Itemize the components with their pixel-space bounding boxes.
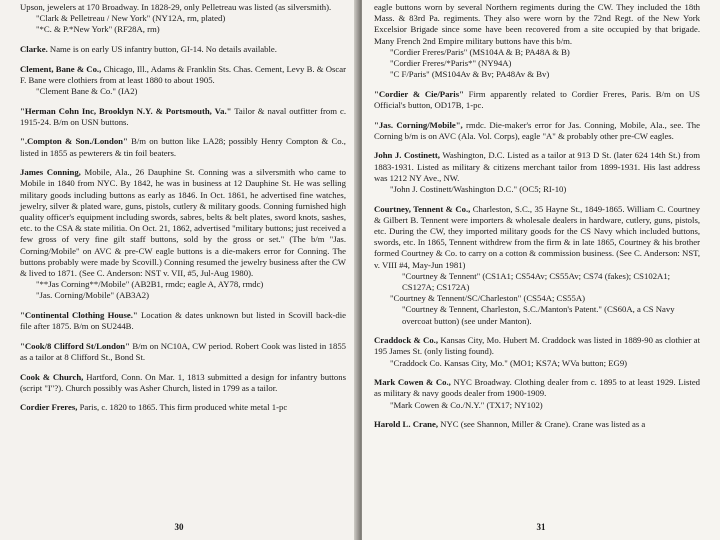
entry-text bbox=[20, 2, 346, 13]
entry-text bbox=[20, 372, 346, 394]
left-page bbox=[0, 0, 358, 540]
directory-entry bbox=[20, 64, 346, 98]
entry-text bbox=[20, 64, 346, 86]
entry-body: eagle buttons worn by several Northern regiments during the CW. They included the 18th Mass. & 83rd Pa. regiments. They also were worn by the 72nd Regt. of the New York Excelsior Brigade since some have been recovered from a site occupied by that brigade. Many French 2nd Empire military buttons have this b/m. bbox=[374, 2, 700, 46]
backmark-listing: "John J. Costinett/Washington D.C." (OC5; RI-10) bbox=[390, 184, 567, 195]
entry-heading: Harold L. Crane, bbox=[374, 419, 439, 430]
backmark-listing: "*C. & P.*New York" (RF28A, rm) bbox=[36, 24, 160, 35]
entry-heading: John J. Costinett, bbox=[374, 150, 440, 161]
entry-heading: Clement, Bane & Co., bbox=[20, 63, 102, 74]
entry-text bbox=[374, 120, 700, 142]
backmark-listing: "Courtney & Tennent, Charleston, S.C./Manton's Patent." (CS60A, a CS Navy overcoat button) (see under Manton). bbox=[402, 304, 675, 326]
directory-entry bbox=[20, 2, 346, 36]
entry-heading: "Herman Cohn Inc, Brooklyn N.Y. & Portsmouth, Va." bbox=[20, 105, 232, 116]
entry-text bbox=[20, 106, 346, 128]
directory-entry bbox=[374, 150, 700, 195]
backmark-listing: "Clark & Pelletreau / New York" (NY12A, rm, plated) bbox=[36, 13, 226, 24]
entry-text bbox=[374, 204, 700, 271]
entry-text bbox=[20, 402, 346, 413]
directory-entry bbox=[20, 402, 346, 413]
entry-body: NYC (see Shannon, Miller & Crane). Crane was listed as a bbox=[440, 419, 646, 430]
entry-text bbox=[374, 2, 700, 47]
entry-body: NYC Broadway. Clothing dealer from c. 1895 to at least 1929. Listed as military & navy goods dealer from 1900-1909. bbox=[374, 377, 701, 399]
right-page bbox=[362, 0, 720, 540]
backmark-listing: "C F/Paris" (MS104Av & Bv; PA48Av & Bv) bbox=[390, 69, 550, 80]
entry-text bbox=[20, 44, 346, 55]
directory-entry bbox=[20, 167, 346, 301]
backmark-listing: "Courtney & Tennent" (CS1A1; CS54Av; CS55Av; CS74 (fakes); CS102A1; CS127A; CS172A) bbox=[402, 270, 671, 293]
entry-body: Mobile, Ala., 26 Dauphine St. Conning was a silversmith who came to Mobile in 1840 from NYC. By 1842, he was in business at 12 Dauphine St. He was selling military goods including buttons as early as 1846. In Oct. 1861, he advertised fine watches, jewelry, silver & plated ware, guns, pistols, cutlery & military goods. Conning furnished high quality officer's equipment including swords, sabres, belts & belt plates, sword knots, sashes, etc. to the CSA & state militia. On Oct. 21, 1862, advertised "military buttons; just received a few gross of very fine gilt staff buttons, sold by the gross or set." (The b/m "Jas. Corning/Mobile" on AVC & pre-CW eagle buttons is a die-makers error for Conning. The buttons probably were made by Scovill.) Conning resumed the jewelry business after the CW & lived to 1871. (See C. Anderson: NST v. VII, #5, Jul-Aug 1980). bbox=[20, 167, 346, 279]
entry-text bbox=[374, 89, 700, 111]
entry-heading: Cordier Freres, bbox=[20, 402, 78, 413]
entry-body: Charleston, S.C., 35 Hayne St., 1849-1865. William C. Courtney & Gilbert B. Tennent were importers & wholesale dealers in hardware, cutlery, guns, pistols, etc. During the CW, they imported military goods for the CS Navy which included buttons, swords, etc. In 1865, Tennent withdrew from the firm & in late 1865, Courtney & his brother formed Courtney & Co. to carry on a cotton & commission business. (See C. Anderson: NST, v. VIII #4, May-Jun 1981) bbox=[374, 203, 700, 270]
entry-heading: James Conning, bbox=[20, 167, 81, 178]
backmark-listing: "Jas. Corning/Mobile" (AB3A2) bbox=[36, 290, 150, 301]
entry-body: Upson, jewelers at 170 Broadway. In 1828-29, only Pelletreau was listed (as silversmith). bbox=[20, 2, 332, 12]
entry-body: Name is on early US infantry button, GI-14. No details available. bbox=[49, 44, 277, 54]
directory-entry bbox=[20, 44, 346, 55]
entry-body: Location & dates unknown but listed in Scovill back-die file after 1875. B/m on SU244B. bbox=[20, 310, 346, 332]
directory-entry bbox=[374, 377, 700, 411]
directory-entry bbox=[374, 89, 700, 111]
entry-body: Firm apparently related to Cordier Freres, Paris. B/m on US Official's button, OD17B, 1-pc. bbox=[374, 88, 700, 111]
entry-text bbox=[374, 377, 700, 399]
entry-heading: "Cordier & Cie/Paris" bbox=[374, 88, 464, 99]
entry-text bbox=[20, 310, 346, 332]
entry-body: Paris, c. 1820 to 1865. This firm produced white metal 1-pc bbox=[79, 402, 288, 413]
entry-text bbox=[20, 341, 346, 363]
directory-entry bbox=[20, 372, 346, 394]
entry-heading: "Jas. Corning/Mobile", bbox=[374, 119, 463, 130]
entry-text bbox=[374, 150, 700, 184]
backmark-listing: "Cordier Freres/Paris" (MS104A & B; PA48A & B) bbox=[390, 46, 570, 57]
left-entries bbox=[20, 2, 346, 414]
directory-entry bbox=[374, 419, 700, 430]
directory-entry bbox=[374, 120, 700, 142]
entry-text bbox=[374, 335, 700, 357]
entry-body: Hartford, Conn. On Mar. 1, 1813 submitted a design for infantry buttons (script "I"?). Church possibly was Asher Church, listed in 1799 as a tailor. bbox=[20, 371, 346, 393]
backmark-listing: "Craddock Co. Kansas City, Mo." (MO1; KS7A; WVa button; EG9) bbox=[390, 357, 628, 368]
entry-body: B/m on button like LA28; possibly Henry Compton & Co., listed in 1855 as pewterers & tin foil beaters. bbox=[20, 136, 346, 158]
directory-entry bbox=[374, 204, 700, 327]
directory-entry bbox=[374, 335, 700, 369]
page-number: 31 bbox=[536, 522, 546, 532]
entry-heading: Clarke. bbox=[20, 44, 48, 54]
directory-entry bbox=[20, 310, 346, 332]
entry-heading: "Continental Clothing House." bbox=[20, 310, 138, 321]
entry-text bbox=[20, 136, 346, 158]
entry-body: Chicago, Ill., Adams & Franklin Sts. Chas. Cement, Levy B. & Oscar F. Bane were clothiers from at least 1880 to about 1905. bbox=[20, 63, 347, 85]
entry-text bbox=[374, 419, 700, 430]
entry-body: B/m on NC10A, CW period. Robert Cook was listed in 1855 as a tailor at 8 Clifford St., Bond St. bbox=[20, 340, 347, 363]
entry-heading: Craddock & Co., bbox=[374, 335, 439, 346]
entry-text bbox=[20, 167, 346, 279]
directory-entry bbox=[374, 2, 700, 80]
entry-body: Kansas City, Mo. Hubert M. Craddock was listed in 1889-90 as clothier at 195 James St. (only listing found). bbox=[374, 335, 700, 357]
backmark-listing: "Mark Cowen & Co./N.Y." (TX17; NY102) bbox=[390, 399, 543, 410]
backmark-listing: "**Jas Corning**/Mobile" (AB2B1, rmdc; eagle A, AY78, rmdc) bbox=[36, 279, 264, 290]
entry-heading: "Cook/8 Clifford St/London" bbox=[20, 340, 130, 351]
entry-heading: Cook & Church, bbox=[20, 371, 84, 382]
entry-heading: Courtney, Tennent & Co., bbox=[374, 203, 471, 214]
page-number: 30 bbox=[174, 522, 184, 532]
entry-body: Washington, D.C. Listed as a tailor at 913 D St. (later 624 14th St.) from 1883-1931. Listed as military & citizens merchant tailor from 1899-1931. His last address was 1212 NY Ave., NW. bbox=[374, 150, 700, 183]
backmark-listing: "Courtney & Tennent/SC/Charleston" (CS54A; CS55A) bbox=[390, 293, 586, 304]
backmark-listing: "Clement Bane & Co." (IA2) bbox=[36, 86, 138, 96]
entry-body: rmdc. Die-maker's error for Jas. Conning, Mobile, Ala., see. The Corning b/m is on AVC (Ala. Vol. Corps), eagle "A" & probably other pre-CW eagles. bbox=[374, 119, 700, 141]
directory-entry bbox=[20, 136, 346, 158]
entry-body: Tailor & naval outfitter from c. 1915-24. B/m on USN buttons. bbox=[20, 105, 346, 127]
entry-heading: Mark Cowen & Co., bbox=[374, 377, 451, 388]
directory-entry bbox=[20, 341, 346, 363]
right-entries bbox=[374, 2, 700, 430]
entry-heading: ".Compton & Son./London" bbox=[20, 136, 128, 147]
directory-entry bbox=[20, 106, 346, 128]
backmark-listing: "Cordier Freres/*Paris*" (NY94A) bbox=[390, 58, 512, 69]
